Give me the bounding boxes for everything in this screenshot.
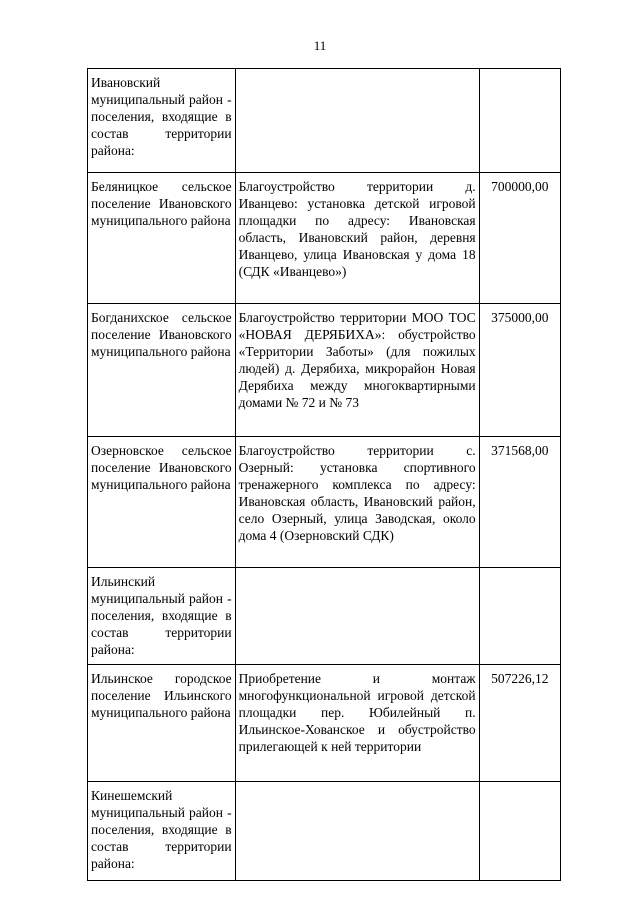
row-description-text: Благоустройство территории с. Озерный: установка спортивного тренажерного комплекса по адресу: Ивановская область, Ивановский район, село Озерный, улица Заводская, около дома 4 (Озерновский СДК) <box>238 443 476 543</box>
row-name-text: Ильинское городское поселение Ильинского муниципального района <box>91 671 232 720</box>
row-name-text: Ивановский муниципальный район - поселения, входящие в состав территории района: <box>91 75 232 158</box>
table-row <box>88 304 561 437</box>
row-description-cell <box>235 304 479 437</box>
row-description-cell <box>235 665 479 782</box>
table-body <box>88 69 561 881</box>
row-description-cell <box>235 173 479 304</box>
row-amount-text: 507226,12 <box>491 671 549 686</box>
row-name-cell <box>88 568 236 665</box>
row-amount-cell <box>479 665 560 782</box>
row-description-cell <box>235 437 479 568</box>
row-name-cell <box>88 173 236 304</box>
row-description-cell <box>235 568 479 665</box>
funding-table <box>87 68 561 881</box>
row-amount-cell <box>479 782 560 881</box>
row-name-text: Беляницкое сельское поселение Ивановского муниципального района <box>91 179 232 228</box>
table-row <box>88 782 561 881</box>
row-amount-cell <box>479 173 560 304</box>
row-description-text: Благоустройство территории МОО ТОС «НОВАЯ ДЕРЯБИХА»: обустройство «Территории Заботы» (для пожилых людей) д. Дерябиха, микрорайон Новая Дерябиха между многоквартирными домами № 72 и № 73 <box>238 310 476 410</box>
row-amount-text: 371568,00 <box>491 443 549 458</box>
row-name-text: Ильинский муниципальный район - поселения, входящие в состав территории района: <box>91 574 232 657</box>
row-amount-cell <box>479 568 560 665</box>
row-name-text: Озерновское сельское поселение Ивановского муниципального района <box>91 443 232 492</box>
row-amount-cell <box>479 437 560 568</box>
page-number: 11 <box>313 38 327 53</box>
row-description-text: Приобретение и монтаж многофункциональной игровой детской площадки пер. Юбилейный п. Ильинское-Хованское и обустройство прилегающей к ней территории <box>238 671 476 754</box>
row-amount-cell <box>479 304 560 437</box>
row-name-cell <box>88 304 236 437</box>
table-row <box>88 665 561 782</box>
row-name-cell <box>88 437 236 568</box>
row-amount-cell <box>479 69 560 173</box>
row-description-cell <box>235 782 479 881</box>
row-amount-text: 375000,00 <box>491 310 549 325</box>
row-description-text: Благоустройство территории д. Иванцево: установка детской игровой площадки по адресу: Ивановская область, Ивановский район, деревня Иванцево, улица Ивановская у дома 18 (СДК «Иванцево») <box>238 179 476 279</box>
row-amount-text: 700000,00 <box>491 179 549 194</box>
row-name-cell <box>88 665 236 782</box>
table-row <box>88 173 561 304</box>
row-description-cell <box>235 69 479 173</box>
row-name-text: Богданихское сельское поселение Ивановского муниципального района <box>91 310 232 359</box>
row-name-text: Кинешемский муниципальный район - поселения, входящие в состав территории района: <box>91 788 232 871</box>
table-row <box>88 69 561 173</box>
row-name-cell <box>88 69 236 173</box>
row-name-cell <box>88 782 236 881</box>
table-row <box>88 437 561 568</box>
table-row <box>88 568 561 665</box>
